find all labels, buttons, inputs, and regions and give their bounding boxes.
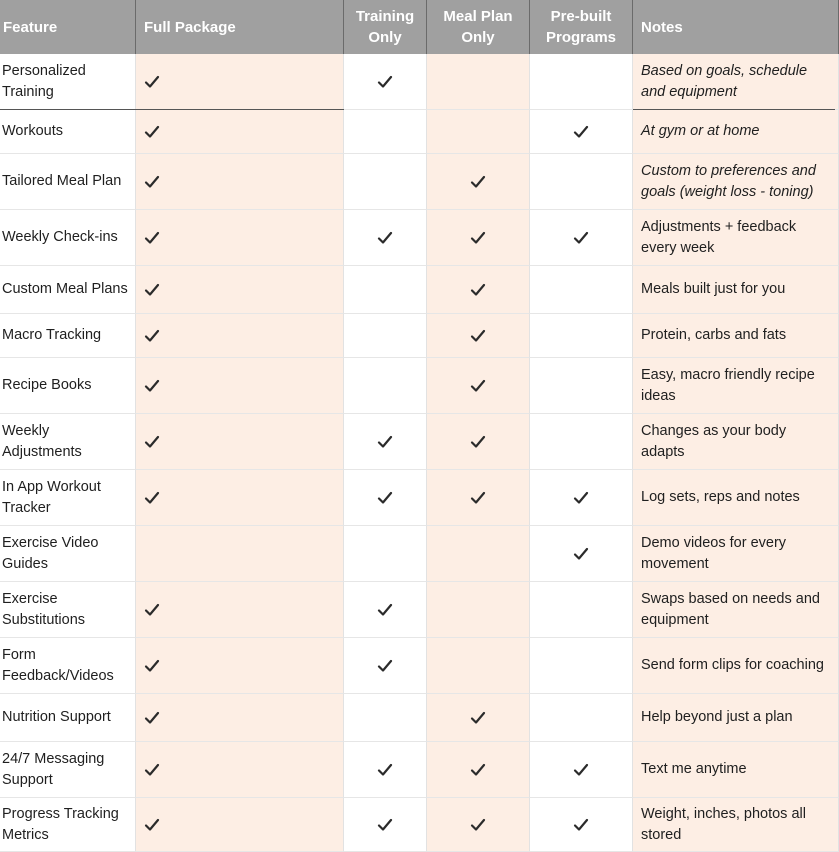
feature-label: Personalized Training bbox=[2, 62, 86, 100]
training-check-cell bbox=[344, 414, 427, 470]
header-prebuilt-line1: Pre-built bbox=[550, 8, 612, 25]
meal-check-cell bbox=[427, 266, 530, 314]
header-meal-plan-only bbox=[427, 0, 530, 54]
feature-cell bbox=[0, 110, 136, 154]
meal-check-cell bbox=[427, 414, 530, 470]
feature-label: In App Workout Tracker bbox=[2, 478, 101, 516]
meal-check-cell bbox=[427, 638, 530, 694]
check-icon bbox=[377, 434, 393, 450]
notes-cell bbox=[633, 638, 839, 694]
check-icon bbox=[144, 74, 160, 90]
notes-text: Weight, inches, photos all stored bbox=[641, 805, 806, 843]
header-notes-label: Notes bbox=[641, 18, 683, 36]
row-separator bbox=[633, 109, 835, 110]
notes-cell bbox=[633, 798, 839, 852]
training-check-cell bbox=[344, 638, 427, 694]
prebuilt-check-cell bbox=[530, 54, 633, 110]
notes-text: At gym or at home bbox=[641, 123, 760, 139]
feature-cell bbox=[0, 470, 136, 526]
notes-text: Based on goals, schedule and equipment bbox=[641, 62, 808, 100]
header-full-package bbox=[136, 0, 344, 54]
training-check-cell bbox=[344, 210, 427, 266]
row-separator bbox=[0, 109, 344, 110]
check-icon bbox=[144, 762, 160, 778]
meal-check-cell bbox=[427, 742, 530, 798]
prebuilt-check-cell bbox=[530, 638, 633, 694]
training-check-cell bbox=[344, 110, 427, 154]
check-icon bbox=[144, 602, 160, 618]
check-icon bbox=[144, 490, 160, 506]
full-check-cell bbox=[136, 638, 344, 694]
training-check-cell bbox=[344, 742, 427, 798]
full-check-cell bbox=[136, 110, 344, 154]
prebuilt-check-cell bbox=[530, 154, 633, 210]
notes-cell bbox=[633, 694, 839, 742]
notes-text: Protein, carbs and fats bbox=[641, 327, 787, 343]
feature-label: Weekly Check-ins bbox=[2, 229, 118, 245]
training-check-cell bbox=[344, 694, 427, 742]
check-icon bbox=[470, 434, 486, 450]
check-icon bbox=[377, 490, 393, 506]
feature-label: Workouts bbox=[2, 123, 63, 139]
notes-cell bbox=[633, 210, 839, 266]
notes-text: Meals built just for you bbox=[641, 281, 786, 297]
check-icon bbox=[377, 74, 393, 90]
check-icon bbox=[144, 174, 160, 190]
prebuilt-check-cell bbox=[530, 358, 633, 414]
meal-check-cell bbox=[427, 54, 530, 110]
header-feature bbox=[0, 0, 136, 54]
feature-cell bbox=[0, 526, 136, 582]
feature-label: Recipe Books bbox=[2, 377, 92, 393]
notes-text: Changes as your body adapts bbox=[641, 422, 787, 460]
prebuilt-check-cell bbox=[530, 582, 633, 638]
training-check-cell bbox=[344, 582, 427, 638]
feature-label: Custom Meal Plans bbox=[2, 281, 128, 297]
check-icon bbox=[377, 762, 393, 778]
full-check-cell bbox=[136, 266, 344, 314]
notes-cell bbox=[633, 582, 839, 638]
check-icon bbox=[144, 434, 160, 450]
header-meal-plan-only-line2: Only bbox=[461, 29, 495, 46]
prebuilt-check-cell bbox=[530, 414, 633, 470]
training-check-cell bbox=[344, 470, 427, 526]
feature-label: 24/7 Messaging Support bbox=[2, 750, 105, 788]
notes-cell bbox=[633, 526, 839, 582]
check-icon bbox=[377, 602, 393, 618]
training-check-cell bbox=[344, 526, 427, 582]
training-check-cell bbox=[344, 314, 427, 358]
notes-cell bbox=[633, 358, 839, 414]
prebuilt-check-cell bbox=[530, 470, 633, 526]
notes-text: Help beyond just a plan bbox=[641, 709, 793, 725]
training-check-cell bbox=[344, 358, 427, 414]
header-notes bbox=[633, 0, 839, 54]
feature-label: Form Feedback/Videos bbox=[2, 646, 114, 684]
header-training-only bbox=[344, 0, 427, 54]
full-check-cell bbox=[136, 470, 344, 526]
header-feature-label: Feature bbox=[3, 18, 58, 36]
notes-text: Swaps based on needs and equipment bbox=[641, 590, 820, 628]
feature-cell bbox=[0, 414, 136, 470]
header-prebuilt-line2: Programs bbox=[545, 29, 617, 46]
notes-cell bbox=[633, 154, 839, 210]
feature-cell bbox=[0, 154, 136, 210]
check-icon bbox=[470, 378, 486, 394]
feature-cell bbox=[0, 358, 136, 414]
meal-check-cell bbox=[427, 154, 530, 210]
notes-text: Demo videos for every movement bbox=[641, 534, 787, 572]
check-icon bbox=[144, 124, 160, 140]
notes-text: Easy, macro friendly recipe ideas bbox=[641, 366, 815, 404]
full-check-cell bbox=[136, 526, 344, 582]
prebuilt-check-cell bbox=[530, 110, 633, 154]
feature-label: Progress Tracking Metrics bbox=[2, 805, 119, 843]
check-icon bbox=[377, 658, 393, 674]
notes-text: Custom to preferences and goals (weight loss - toning) bbox=[641, 162, 816, 200]
feature-cell bbox=[0, 314, 136, 358]
check-icon bbox=[144, 282, 160, 298]
header-prebuilt-programs bbox=[530, 0, 633, 54]
full-check-cell bbox=[136, 358, 344, 414]
feature-label: Weekly Adjustments bbox=[2, 422, 82, 460]
feature-cell bbox=[0, 54, 136, 110]
full-check-cell bbox=[136, 210, 344, 266]
full-check-cell bbox=[136, 54, 344, 110]
meal-check-cell bbox=[427, 470, 530, 526]
check-icon bbox=[470, 282, 486, 298]
prebuilt-check-cell bbox=[530, 694, 633, 742]
check-icon bbox=[377, 817, 393, 833]
check-icon bbox=[573, 490, 589, 506]
check-icon bbox=[144, 710, 160, 726]
notes-text: Adjustments + feedback every week bbox=[641, 218, 797, 256]
notes-text: Text me anytime bbox=[641, 761, 747, 777]
notes-text: Send form clips for coaching bbox=[641, 657, 824, 673]
header-meal-plan-only-line1: Meal Plan bbox=[443, 8, 513, 25]
check-icon bbox=[470, 817, 486, 833]
full-check-cell bbox=[136, 582, 344, 638]
check-icon bbox=[470, 230, 486, 246]
notes-cell bbox=[633, 314, 839, 358]
feature-cell bbox=[0, 210, 136, 266]
full-check-cell bbox=[136, 742, 344, 798]
header-training-only-line2: Only bbox=[368, 29, 402, 46]
check-icon bbox=[377, 230, 393, 246]
check-icon bbox=[470, 490, 486, 506]
notes-cell bbox=[633, 470, 839, 526]
check-icon bbox=[470, 328, 486, 344]
check-icon bbox=[144, 328, 160, 344]
check-icon bbox=[144, 658, 160, 674]
meal-check-cell bbox=[427, 526, 530, 582]
feature-label: Exercise Video Guides bbox=[2, 534, 99, 572]
check-icon bbox=[573, 546, 589, 562]
check-icon bbox=[144, 230, 160, 246]
check-icon bbox=[573, 762, 589, 778]
prebuilt-check-cell bbox=[530, 210, 633, 266]
full-check-cell bbox=[136, 798, 344, 852]
meal-check-cell bbox=[427, 582, 530, 638]
feature-cell bbox=[0, 638, 136, 694]
notes-cell bbox=[633, 266, 839, 314]
check-icon bbox=[144, 817, 160, 833]
prebuilt-check-cell bbox=[530, 742, 633, 798]
feature-cell bbox=[0, 742, 136, 798]
notes-cell bbox=[633, 742, 839, 798]
meal-check-cell bbox=[427, 798, 530, 852]
meal-check-cell bbox=[427, 110, 530, 154]
feature-label: Exercise Substitutions bbox=[2, 590, 86, 628]
check-icon bbox=[573, 230, 589, 246]
full-check-cell bbox=[136, 314, 344, 358]
header-training-only-line1: Training bbox=[355, 8, 415, 25]
training-check-cell bbox=[344, 54, 427, 110]
prebuilt-check-cell bbox=[530, 798, 633, 852]
check-icon bbox=[144, 378, 160, 394]
feature-cell bbox=[0, 266, 136, 314]
check-icon bbox=[573, 817, 589, 833]
prebuilt-check-cell bbox=[530, 266, 633, 314]
notes-text: Log sets, reps and notes bbox=[641, 489, 800, 505]
feature-cell bbox=[0, 798, 136, 852]
meal-check-cell bbox=[427, 314, 530, 358]
check-icon bbox=[470, 710, 486, 726]
prebuilt-check-cell bbox=[530, 314, 633, 358]
meal-check-cell bbox=[427, 358, 530, 414]
feature-cell bbox=[0, 582, 136, 638]
full-check-cell bbox=[136, 154, 344, 210]
feature-cell bbox=[0, 694, 136, 742]
full-check-cell bbox=[136, 694, 344, 742]
check-icon bbox=[573, 124, 589, 140]
check-icon bbox=[470, 762, 486, 778]
feature-label: Tailored Meal Plan bbox=[2, 173, 122, 189]
meal-check-cell bbox=[427, 694, 530, 742]
feature-label: Nutrition Support bbox=[2, 709, 111, 725]
training-check-cell bbox=[344, 798, 427, 852]
check-icon bbox=[470, 174, 486, 190]
notes-cell bbox=[633, 414, 839, 470]
prebuilt-check-cell bbox=[530, 526, 633, 582]
feature-label: Macro Tracking bbox=[2, 327, 102, 343]
training-check-cell bbox=[344, 266, 427, 314]
meal-check-cell bbox=[427, 210, 530, 266]
full-check-cell bbox=[136, 414, 344, 470]
notes-cell bbox=[633, 54, 839, 110]
notes-cell bbox=[633, 110, 839, 154]
header-full-package-label: Full Package bbox=[144, 18, 236, 36]
training-check-cell bbox=[344, 154, 427, 210]
